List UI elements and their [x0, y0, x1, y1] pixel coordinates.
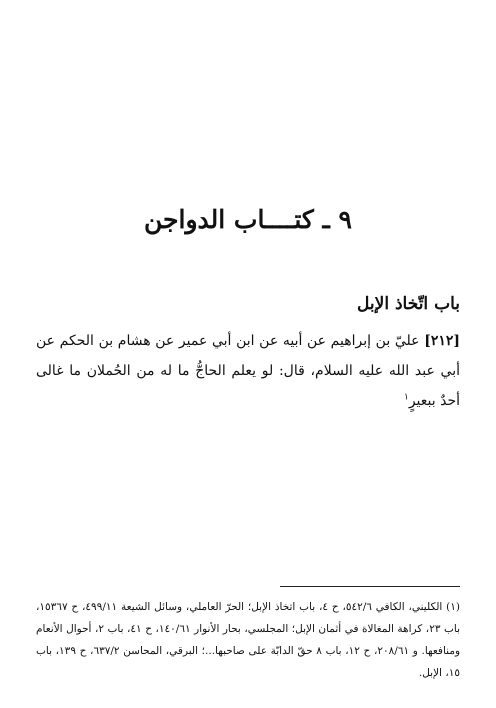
hadith-number: [٢١٢]	[424, 333, 460, 349]
footnote-text: (١) الكليني، الكافي ٥٤٢/٦، ح ٤، باب اتخاذ الإبل؛ الحرّ العاملي، وسائل الشيعة ٤٩٩/١١، ح ١٥٣٦٧، باب ٢٣، كراهة المغالاة في أثمان الإبل؛ المجلسي، بحار الأنوار ١٤٠/٦١، ح ٤١، باب ٢، أحوال الأنعام ومنافعها. و ٢٠٨/٦١، ح ١٢، باب ٨ حقّ الدابّة على صاحبها...؛ البرقي، المحاسن ٦٣٧/٢، ح ١٣٩، باب ١٥، الإبل.	[36, 601, 461, 679]
footnote-marker: ١	[403, 392, 409, 403]
section-heading: باب اتّخاذ الإبل	[357, 294, 460, 314]
chapter-title: ٩ ـ كتــــاب الدواجن	[144, 205, 352, 234]
hadith-text: عليّ بن إبراهيم عن أبيه عن ابن أبي عمير عن هشام بن الحكم عن أبي عبد الله عليه السلام، قال: لو يعلم الحاجُّ ما له من الحُملان ما غالى أحدٌ ببعيرٍ	[36, 333, 460, 409]
footnote-divider	[280, 586, 460, 587]
hadith-paragraph	[36, 326, 460, 416]
